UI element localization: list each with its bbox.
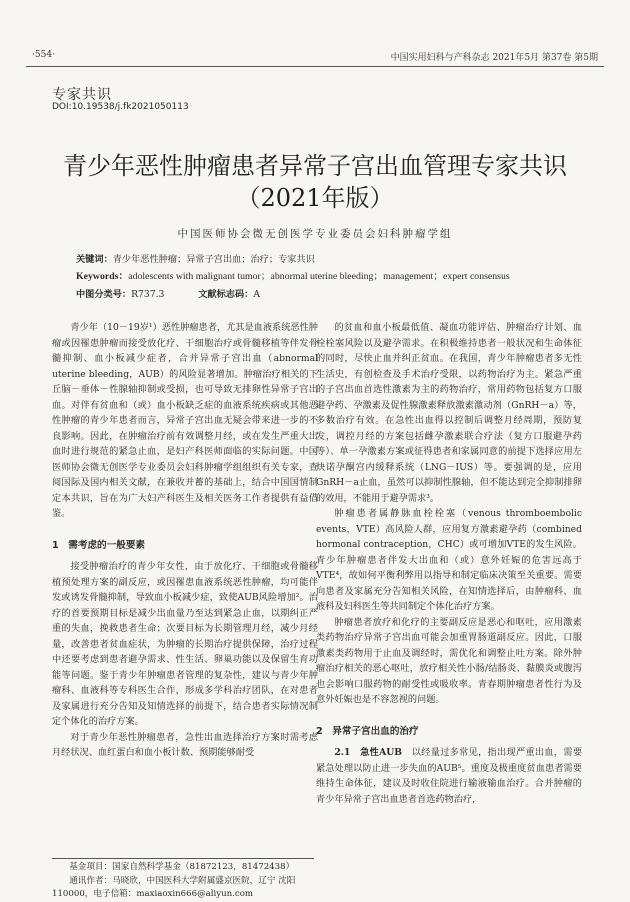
classification [76, 288, 260, 302]
subsection-2-1-paragraph [316, 745, 582, 807]
header-rule [26, 66, 604, 67]
keywords [76, 253, 315, 267]
section-heading-1: 1 需考虑的一般要素 [52, 539, 146, 551]
keywords-en-text: adolescents with malignant tumor；abnormal uterine bleeding；management；expert consensus [128, 271, 510, 282]
document-code-label: 文献标志码： [198, 289, 254, 300]
title-line-2: （2021年版） [236, 184, 394, 212]
section-1-paragraph-1: 接受肿瘤治疗的青少年女性，由于放化疗、干细胞或骨髓移植预处理方案的副反应，或因罹患血液系统恶性肿瘤，均可能伴发或诱发骨髓抑制，导致血小板减少症，致使AUB风险增加²。治疗的首要预期目标是减少出血量乃至达到紧急止血，以期纠正严重的失血，挽救患者生命；次要目标为长期管理月经，减少月经量，改善患者贫血症状，为肿瘤的长期治疗提供保障，治疗过程中还要考虑到患者避孕需求、性生活、卵巢功能以及保留生育功能等问题。鉴于青少年肿瘤患者管理的复杂性，建议与青少年肿瘤科、血液科等专科医生合作，形成多学科治疗团队，在对患者及家属进行充分告知及知情选择的前提下，结合患者实际情况制定个体化的治疗方案。 [52, 561, 318, 727]
running-header [26, 46, 604, 66]
title-line-1: 青少年恶性肿瘤患者异常子宫出血管理专家共识 [63, 152, 567, 180]
keywords-en [76, 270, 510, 284]
doi: DOI:10.19538/j.fk2021050113 [52, 102, 189, 112]
footnote [52, 858, 314, 902]
intro-paragraph: 青少年（10－19岁¹）恶性肿瘤患者，尤其是血液系统恶性肿瘤或因罹患肿瘤而接受放化疗、干细胞治疗或骨髓移植等伴发骨髓抑制、血小板减少症者，合并异常子宫出血（abnormal uterine bleeding，AUB）的风险显著增加。肿瘤治疗相关的下丘脑－垂体－性腺轴抑制或受损，也可导致无排卵性异常子宫出血。对伴有贫血和（或）血小板缺乏症的血液系统疾病或其他恶性肿瘤的青少年患者而言，异常子宫出血无疑会带来进一步的不良影响。因此，在肿瘤治疗前有效调整月经，或在发生严重大出血时进行规范的紧急止血，是妇产科医师面临的实际问题。中国医师协会微无创医学专业委员会妇科肿瘤学组组织有关专家，查阅国际及国内相关文献，在兼收并蓄的基础上，结合中国国情制定本共识，旨在为广大妇产科医生及相关医务工作者提供有益借鉴。 [52, 322, 318, 519]
right-paragraph-1: 的贫血和血小板最低值、凝血功能评估、肿瘤治疗计划、血栓栓塞风险以及避孕需求。在积极维持患者一般状况和生命体征的同时，尽快止血并纠正贫血。在我国，青少年肿瘤患者多无性生活史，有创检查及手术治疗受限，以药物治疗为主。紧急严重的子宫出血首选性激素为主的药物治疗，常用药物包括复方口服避孕药、孕激素及促性腺激素释放激素激动剂（GnRH－a）等，多数治疗有效。在急性出血得以控制后调整月经周期，预防复发，调控月经的方案包括雌孕激素联合疗法（复方口服避孕药等）、单一孕激素方案或征得患者和家属同意的前提下选择应用左炔诺孕酮宫内缓释系统（LNG－IUS）等。要强调的是，应用GnRH－a止血，虽然可以抑制性腺轴，但不能达到完全抑制排卵的效用，不能用于避孕需求³。 [316, 322, 582, 504]
section-tag: 专家共识 [52, 87, 112, 103]
subsection-2-1-text: 以经量过多常见，指出现严重出血，需要紧急处理以防止进一步失血的AUB⁵。重度及极重度贫血患者需要维持生命体征，建议及时收住院进行输液输血治疗。合并肿瘤的青少年异常子宫出血患者首选药物治疗， [316, 747, 583, 805]
journal-citation: 中国实用妇科与产科杂志 2021年5月 第37卷 第5期 [390, 53, 598, 63]
classification-value: R737.3 [131, 289, 165, 300]
section-1-paragraph-2: 对于青少年恶性肿瘤患者，急性出血选择治疗方案时需考虑月经状况、血红蛋白和血小板计数、预期能够耐受 [52, 731, 318, 758]
subsection-2-1-label: 2.1 急性AUB [334, 747, 402, 758]
left-column [52, 320, 318, 761]
section-heading-2: 2 异常子宫出血的治疗 [316, 725, 419, 737]
keywords-label: 关键词： [76, 254, 113, 265]
document-code-value: A [253, 289, 260, 300]
right-paragraph-3: 肿瘤患者放疗和化疗的主要副反应是恶心和呕吐，应用激素类药物治疗异常子宫出血可能会加重胃肠道副反应。因此，口服激素类药物用于止血及调经时，需优化和调整止吐方案。除外肿瘤治疗相关的恶心呕吐，放疗相关性小肠/结肠炎、黏膜炎或腹泻也会影响口服药物的耐受性或吸收率。青春期肿瘤患者性行为及意外妊娠也是不容忽视的问题。 [316, 616, 582, 705]
authors: 中国医师协会微无创医学专业委员会妇科肿瘤学组 [177, 228, 453, 240]
right-column [316, 320, 582, 807]
keywords-text: 青少年恶性肿瘤；异常子宫出血；治疗；专家共识 [112, 254, 315, 265]
article-title [0, 150, 630, 214]
page-number: ·554· [32, 50, 55, 60]
classification-label: 中图分类号： [76, 289, 132, 300]
keywords-en-label: Keywords： [76, 271, 129, 282]
fund-note: 基金项目：国家自然科学基金（81872123，81472438） [69, 862, 295, 872]
right-paragraph-2: 肿瘤患者属静脉血栓栓塞（venous thromboembolic events，VTE）高风险人群，应用复方激素避孕药（combined hormonal contraception，CHC）或可增加VTE的发生风险。青少年肿瘤患者伴发大出血和（或）意外妊娠的危害远高于VTE⁴，故如何平衡利弊用以指导和制定临床决策至关重要。需要向患者及家属充分告知相关风险，在知情选择后，由肿瘤科、血液科及妇科医生等共同制定个体化治疗方案。 [316, 508, 582, 612]
corresponding-author-note: 通讯作者：马晓欣，中国医科大学附属盛京医院，辽宁 沈阳110000，电子信箱：maxiaoxin666@aliyun.com [52, 875, 296, 899]
